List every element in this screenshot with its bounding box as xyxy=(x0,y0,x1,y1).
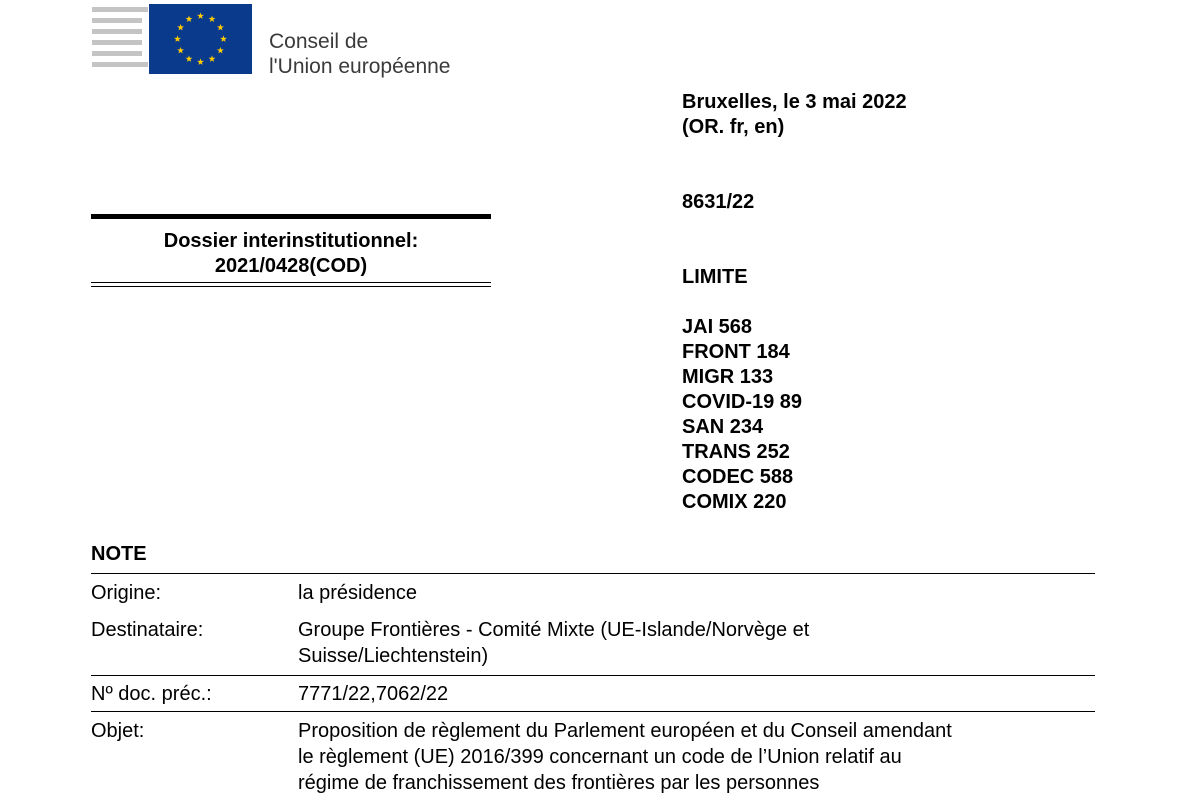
recipient-value-line2: Suisse/Liechtenstein) xyxy=(298,645,489,667)
doc-code: SAN 234 xyxy=(682,416,764,438)
original-languages: (OR. fr, en) xyxy=(682,116,785,138)
recipient-value-line1: Groupe Frontières - Comité Mixte (UE-Islande/Norvège et xyxy=(298,619,810,641)
subject-value-line1: Proposition de règlement du Parlement européen et du Conseil amendant xyxy=(298,720,952,742)
document-number: 8631/22 xyxy=(682,191,755,213)
subject-value-line3: régime de franchissement des frontières par les personnes xyxy=(298,772,820,794)
dossier-bottom-rule xyxy=(91,282,491,283)
document-date: Bruxelles, le 3 mai 2022 xyxy=(682,91,907,113)
subject-label: Objet: xyxy=(91,720,145,742)
dossier-label: Dossier interinstitutionnel: xyxy=(163,230,419,252)
doc-code: FRONT 184 xyxy=(682,341,790,363)
divider xyxy=(91,711,1095,712)
org-name-line2: l'Union européenne xyxy=(269,55,451,78)
prev-doc-value: 7771/22,7062/22 xyxy=(298,683,449,705)
logo-stripes xyxy=(92,7,148,67)
classification-label: LIMITE xyxy=(682,266,748,288)
dossier-number: 2021/0428(COD) xyxy=(214,255,368,277)
divider xyxy=(91,675,1095,676)
prev-doc-label: Nº doc. préc.: xyxy=(91,683,212,705)
doc-code: COVID-19 89 xyxy=(682,391,803,413)
dossier-top-rule xyxy=(91,214,491,219)
doc-code: COMIX 220 xyxy=(682,491,787,513)
origin-label: Origine: xyxy=(91,582,162,604)
origin-value: la présidence xyxy=(298,582,417,604)
doc-code: CODEC 588 xyxy=(682,466,794,488)
divider xyxy=(91,573,1095,574)
subject-value-line2: le règlement (UE) 2016/399 concernant un code de l’Union relatif au xyxy=(298,746,902,768)
note-title: NOTE xyxy=(91,543,147,565)
dossier-bottom-rule xyxy=(91,286,491,287)
doc-code: JAI 568 xyxy=(682,316,753,338)
doc-code: MIGR 133 xyxy=(682,366,774,388)
eu-council-logo xyxy=(92,4,252,76)
recipient-label: Destinataire: xyxy=(91,619,204,641)
doc-code: TRANS 252 xyxy=(682,441,790,463)
org-name-line1: Conseil de xyxy=(269,30,369,53)
